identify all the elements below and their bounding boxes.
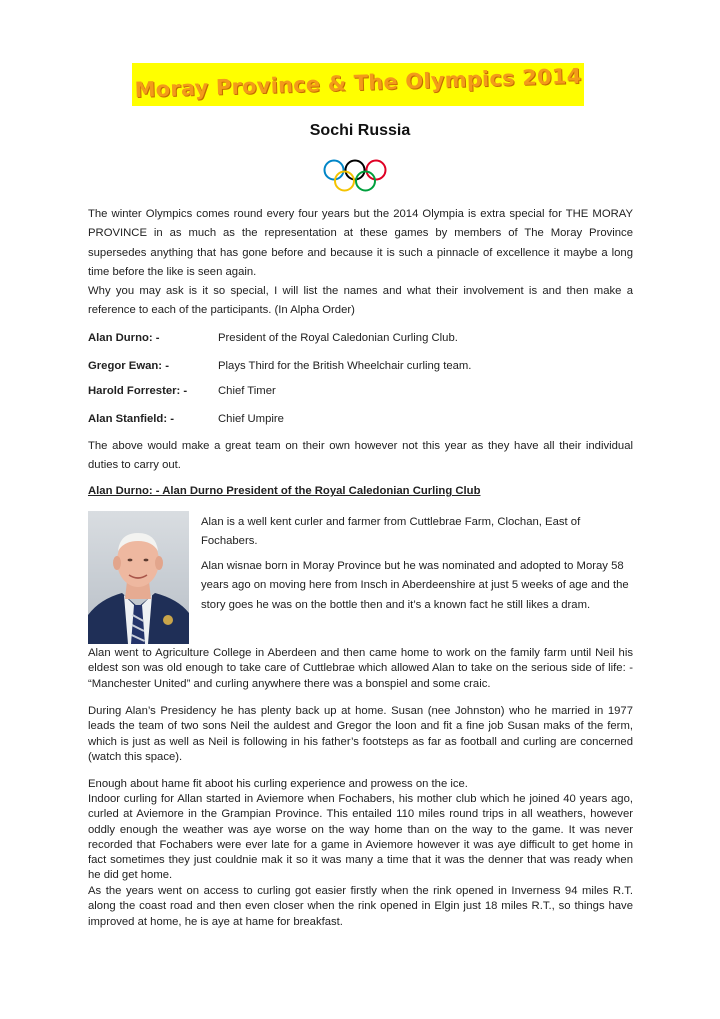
side-paragraph: Alan is a well kent curler and farmer from Cuttlebrae Farm, Clochan, East of Fochabers. [201,516,581,548]
participant-role: Chief Umpire [218,413,284,425]
section-heading: Alan Durno: - Alan Durno President of the Royal Caledonian Curling Club [88,485,481,497]
olympic-rings-icon [322,158,388,194]
body-paragraph: Alan went to Agriculture College in Aberdeen and then came home to work on the family farm until Neil his eldest son was old enough to take care of Cuttlebrae which allowed Alan to take on the serious side of life: - “Manchester United” and curling anywhere there was a bonspiel and some craic. [88,647,633,690]
subtitle: Sochi Russia [309,122,411,139]
title-banner [132,63,584,106]
team-note: The above would make a great team on their own however not this year as they have all their individual duties to carry out. [88,440,633,472]
participant-name: Alan Stanfield: - [88,413,174,425]
participant-role: Plays Third for the British Wheelchair curling team. [218,360,472,372]
participant-role: Chief Timer [218,385,276,397]
participant-role: President of the Royal Caledonian Curling Club. [218,332,458,344]
portrait-photo [88,511,189,644]
intro-paragraph: Why you may ask is it so special, I will list the names and what their involvement is and then make a reference to each of the participants. (In Alpha Order) [88,285,633,317]
participant-name: Gregor Ewan: - [88,360,169,372]
intro-paragraph: The winter Olympics comes round every four years but the 2014 Olympia is extra special for THE MORAY PROVINCE in as much as the representation at these games by members of The Moray Province supersedes anything that has gone before and because it is such a pinnacle of excellence it maybe a long time before the like is seen again. [88,208,633,278]
participant-name: Alan Durno: - [88,332,160,344]
body-paragraph: Indoor curling for Allan started in Aviemore when Fochabers, his mother club which he joined 40 years ago, curled at Aviemore in the Grampian Province. This entailed 110 miles round trips in all weathers, however oddly enough the weather was aye worse on the way home than on the way to the game. It was never recorded that Fochabers were ever late for a game in Aviemore however it was aye difficult to get home in fact sometimes they just couldnie mak it so it was many a time that it was the denner that was ready when he did get home. [88,793,633,882]
body-paragraph: As the years went on access to curling got easier firstly when the rink opened in Inverness 94 miles R.T. along the coast road and then even closer when the rink opened in Elgin just 18 miles R.T., so things have improved at home, he is aye at hame for breakfast. [88,885,633,928]
side-paragraph: Alan wisnae born in Moray Province but he was nominated and adopted to Moray 58 years ago on moving here from Insch in Aberdeenshire at just 5 weeks of age and the story goes he was on the bottle then and it’s a known fact he still likes a dram. [201,560,629,611]
body-paragraph: Enough about hame fit aboot his curling experience and prowess on the ice. [88,778,468,790]
participant-name: Harold Forrester: - [88,385,188,397]
page-title: Moray Province & The Olympics 2014 [134,63,582,103]
body-paragraph: During Alan’s Presidency he has plenty back up at home. Susan (nee Johnston) who he married in 1977 leads the team of two sons Neil the auldest and Gregor the loon and fit a fine job Susan maks of the ferm, which is just as well as Neil is following in his father’s footsteps as far as football and curling are concerned (watch this space). [88,705,633,763]
